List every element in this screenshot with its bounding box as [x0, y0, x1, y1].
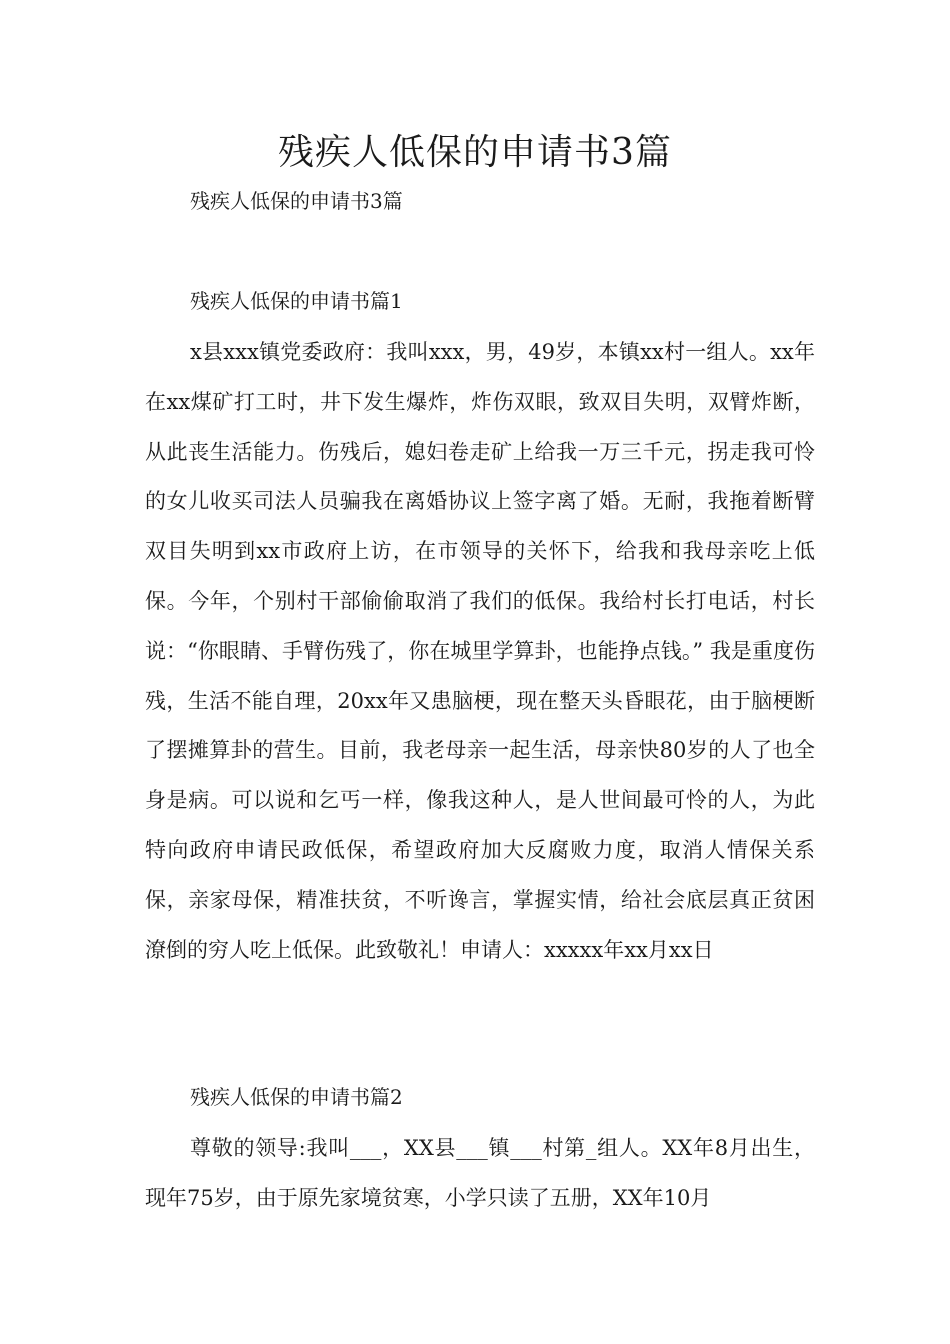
section-heading-2: 残疾人低保的申请书篇2 [190, 1085, 403, 1109]
document-subtitle: 残疾人低保的申请书3篇 [190, 189, 403, 213]
section-body-2: 尊敬的领导:我叫___，XX县___镇___村第_组人。XX年8月出生，现年75岁，由于原先家境贫寒，小学只读了五册，XX年10月 [145, 1136, 815, 1210]
document-title: 残疾人低保的申请书3篇 [278, 132, 672, 173]
section-heading-1: 残疾人低保的申请书篇1 [190, 289, 403, 313]
section-body-1: x县xxx镇党委政府：我叫xxx，男，49岁，本镇xx村一组人。xx年在xx煤矿打工时，井下发生爆炸，炸伤双眼，致双目失明，双臂炸断，从此丧生活能力。伤残后，媳妇卷走矿上给我一万三千元，拐走我可怜的女儿收买司法人员骗我在离婚协议上签字离了婚。无耐，我拖着断臂双目失明到xx市政府上访，在市领导的关怀下，给我和我母亲吃上低保。今年，个别村干部偷偷取消了我们的低保。我给村长打电话，村长说：“你眼睛、手臂伤残了，你在城里学算卦，也能挣点钱。” 我是重度伤残，生活不能自理，20xx年又患脑梗，现在整天头昏眼花，由于脑梗断了摆摊算卦的营生。目前，我老母亲一起生活，母亲快80岁的人了也全身是病。可以说和乞丐一样，像我这种人，是人世间最可怜的人，为此特向政府申请民政低保，希望政府加大反腐败力度，取消人情保关系保，亲家母保，精准扶贫，不听谗言，掌握实情，给社会底层真正贫困潦倒的穷人吃上低保。此致敬礼！申请人：xxxxx年xx月xx日 [145, 340, 815, 962]
